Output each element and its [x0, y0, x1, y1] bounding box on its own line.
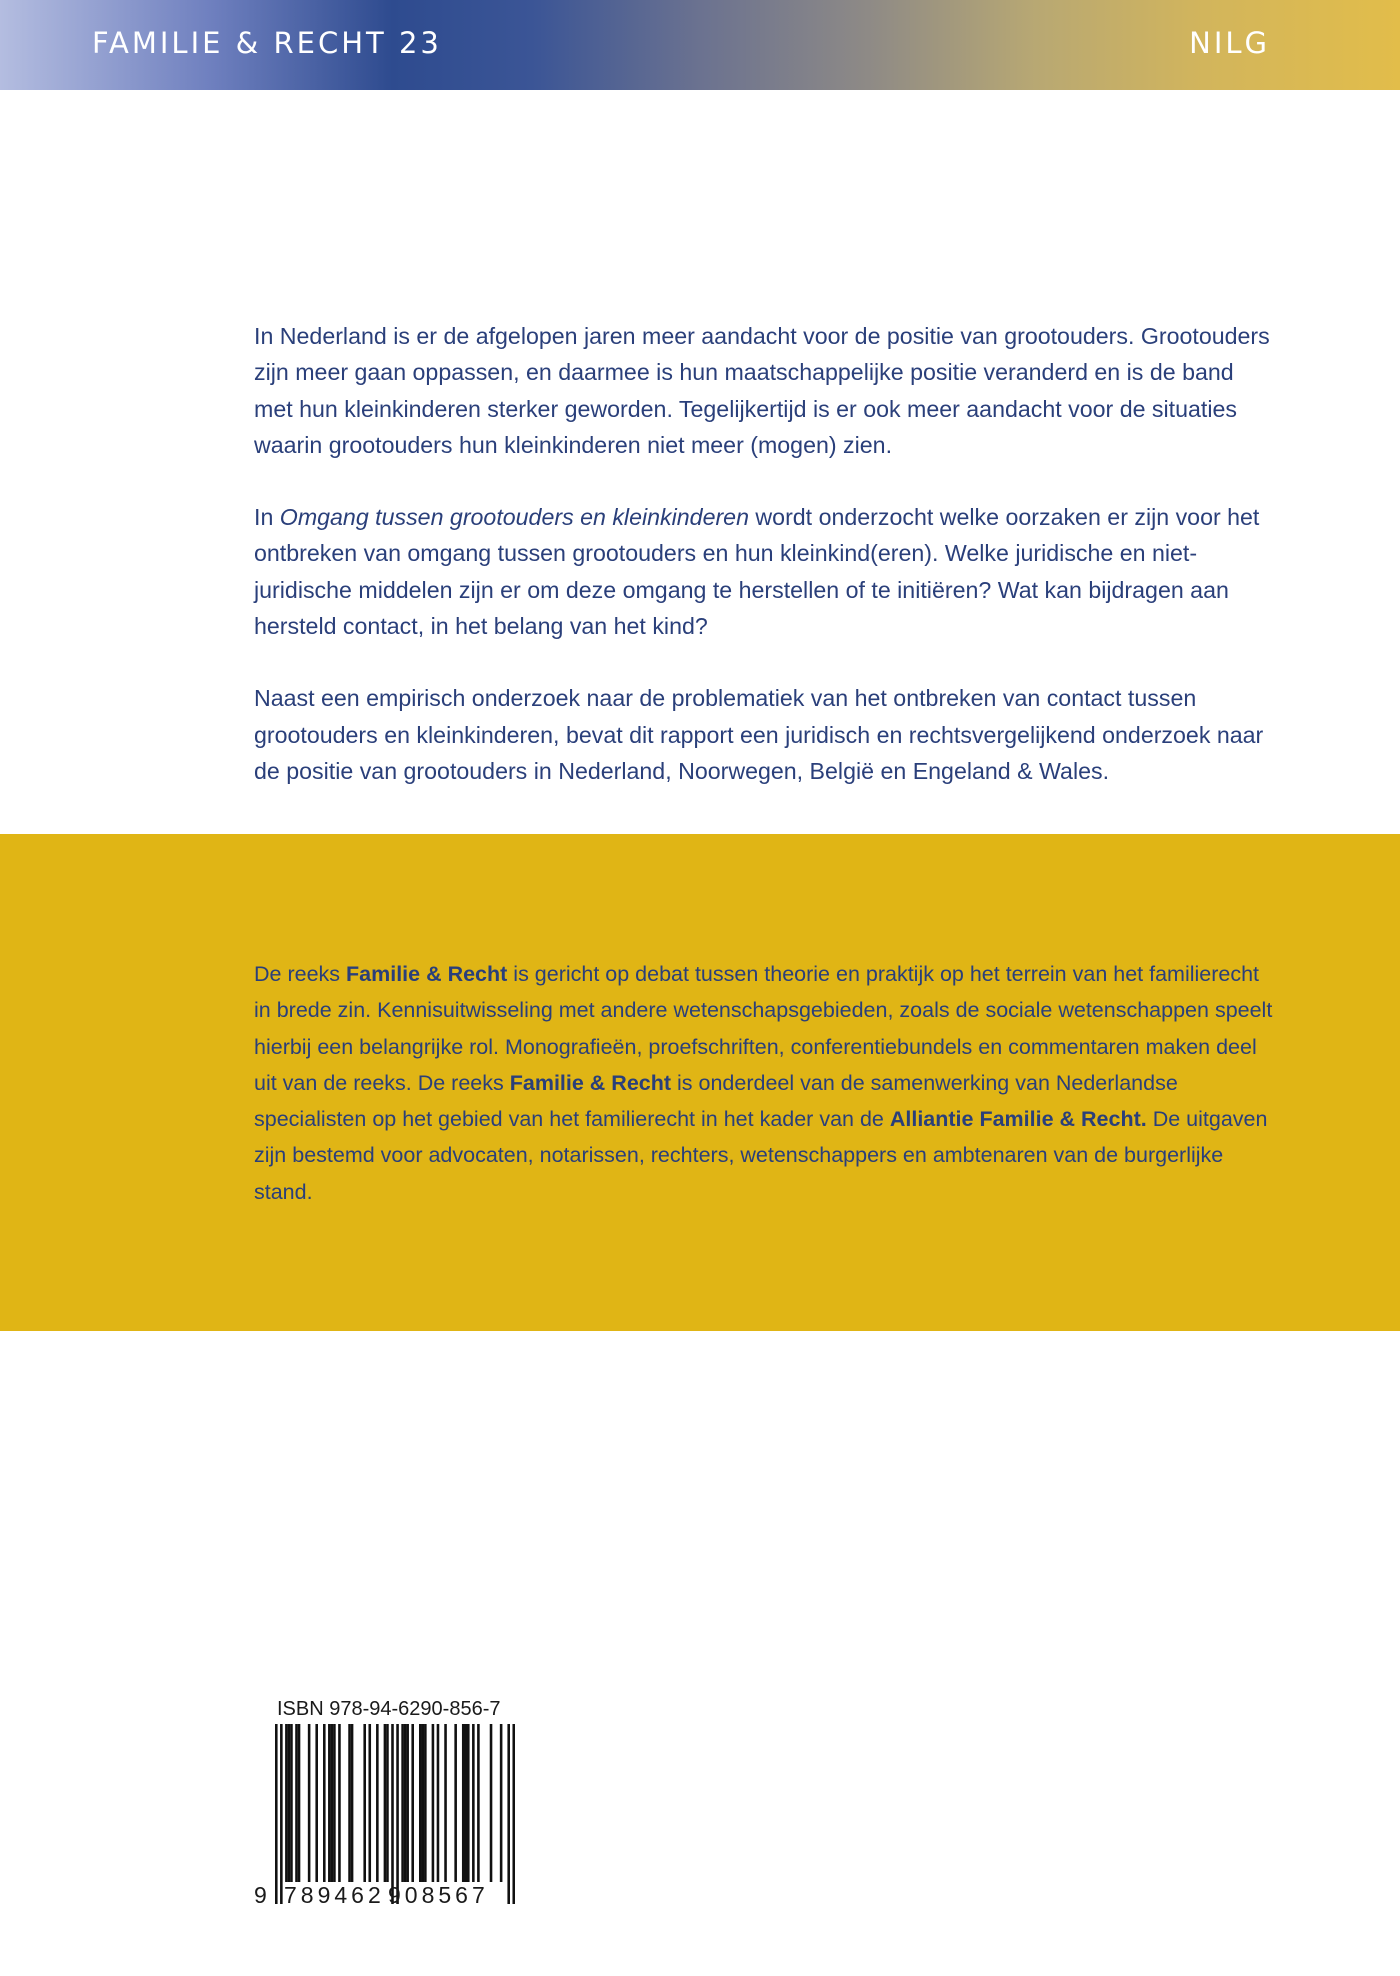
- blurb-p2-prefix: In: [254, 504, 280, 531]
- barcode-bar: [386, 1724, 389, 1882]
- barcode-bar: [376, 1724, 379, 1882]
- barcode-bar: [444, 1724, 447, 1882]
- blurb-paragraph-3: Naast een empirisch onderzoek naar de problematiek van het ontbreken van contact tussen grootouders en kleinkinderen, bevat dit rapport een juridisch en rechtsvergelijkend onderzoek naar de positie van grootouders in Nederland, Noorwegen, België en Engeland & Wales.: [254, 685, 1264, 784]
- barcode-bar: [285, 1724, 288, 1882]
- barcode-bar: [331, 1724, 334, 1882]
- barcode-bar: [411, 1724, 414, 1882]
- barcode-bar: [328, 1724, 331, 1882]
- barcode-bar: [295, 1724, 298, 1882]
- barcode-bar: [419, 1724, 422, 1882]
- barcode-bar: [512, 1724, 515, 1904]
- publisher-name: NILG: [1189, 26, 1270, 60]
- barcode-bar: [507, 1724, 510, 1904]
- barcode-bar: [338, 1724, 341, 1882]
- barcode-bar: [348, 1724, 351, 1882]
- barcode-bar: [351, 1724, 354, 1882]
- barcode-bar: [454, 1724, 457, 1882]
- series-description: [254, 956, 1274, 1210]
- barcode-bar: [298, 1724, 301, 1882]
- barcode-digits-left: 789462: [284, 1882, 385, 1908]
- sd-bold2: Familie & Recht: [509, 1070, 672, 1095]
- barcode-bar: [384, 1724, 387, 1882]
- barcode-bar: [437, 1724, 440, 1882]
- barcode: [275, 1724, 515, 1904]
- barcode-bar: [396, 1724, 399, 1904]
- barcode-bar: [424, 1724, 427, 1882]
- barcode-bar: [290, 1724, 293, 1882]
- barcode-bar: [308, 1724, 311, 1882]
- barcode-bar: [315, 1724, 318, 1882]
- barcode-bar: [333, 1724, 336, 1882]
- barcode-bar: [462, 1724, 465, 1882]
- book-title: Omgang tussen grootouders en kleinkinderen: [279, 504, 749, 531]
- barcode-bar: [472, 1724, 475, 1882]
- header-banner: [0, 0, 1400, 90]
- book-blurb: [254, 318, 1274, 825]
- barcode-bar: [467, 1724, 470, 1882]
- blurb-p2-rest: wordt onderzocht welke oorzaken er zijn voor het ontbreken van omgang tussen grootouders en hun kleinkind(eren). Welke juridische en niet-juridische middelen zijn er om deze omgang te herstellen of te initiëren? Wat kan bijdragen aan hersteld contact, in het belang van het kind?: [254, 504, 1260, 640]
- blurb-paragraph-1: In Nederland is er de afgelopen jaren meer aandacht voor de positie van grootouders. Grootouders zijn meer gaan oppassen, en daarmee is hun maatschappelijke positie veranderd en is de band met hun kleinkinderen sterker geworden. Tegelijkertijd is er ook meer aandacht voor de situaties waarin grootouders hun kleinkinderen niet meer (mogen) zien.: [254, 323, 1270, 458]
- barcode-digit-first: 9: [254, 1882, 267, 1908]
- barcode-bar: [280, 1724, 283, 1904]
- sd-part4: De uitgaven zijn bestemd voor advocaten, notarissen, rechters, wetenschappers en ambtenaren van de burgerlijke stand.: [254, 1107, 1268, 1204]
- series-title: FAMILIE & RECHT 23: [92, 26, 442, 60]
- sd-bold3: Alliantie Familie & Recht.: [889, 1107, 1147, 1132]
- barcode-bar: [490, 1724, 493, 1882]
- barcode-bar: [275, 1724, 278, 1904]
- barcode-bar: [432, 1724, 435, 1882]
- barcode-digits-right: 908567: [388, 1882, 489, 1908]
- barcode-bar: [368, 1724, 371, 1882]
- blurb-paragraph-2: [254, 499, 1274, 644]
- sd-part2: is gericht op debat tussen theorie en praktijk op het terrein van het familierecht in brede zin. Kennisuitwisseling met andere wetenschapsgebieden, zoals de sociale wetenschappen speelt hierbij een belangrijke rol. Monografieën, proefschriften, conferentiebundels en commentaren maken deel uit van de reeks. De reeks: [254, 962, 1273, 1095]
- barcode-bar: [477, 1724, 480, 1882]
- sd-bold1: Familie & Recht: [346, 962, 508, 986]
- barcode-bar: [363, 1724, 366, 1882]
- barcode-bar: [464, 1724, 467, 1882]
- sd-part3: is onderdeel van de samenwerking van Nederlandse specialisten op het gebied van het familierecht in het kader van de: [254, 1070, 1178, 1132]
- barcode-bar: [404, 1724, 407, 1882]
- barcode-bar: [401, 1724, 404, 1882]
- barcode-bar: [323, 1724, 326, 1882]
- barcode-bar: [500, 1724, 503, 1882]
- barcode-bar: [422, 1724, 425, 1882]
- barcode-bar: [391, 1724, 394, 1904]
- barcode-bar: [288, 1724, 291, 1882]
- isbn-label: ISBN 978-94-6290-856-7: [277, 1698, 501, 1720]
- barcode-bar: [406, 1724, 409, 1882]
- sd-part1: De reeks: [254, 962, 347, 986]
